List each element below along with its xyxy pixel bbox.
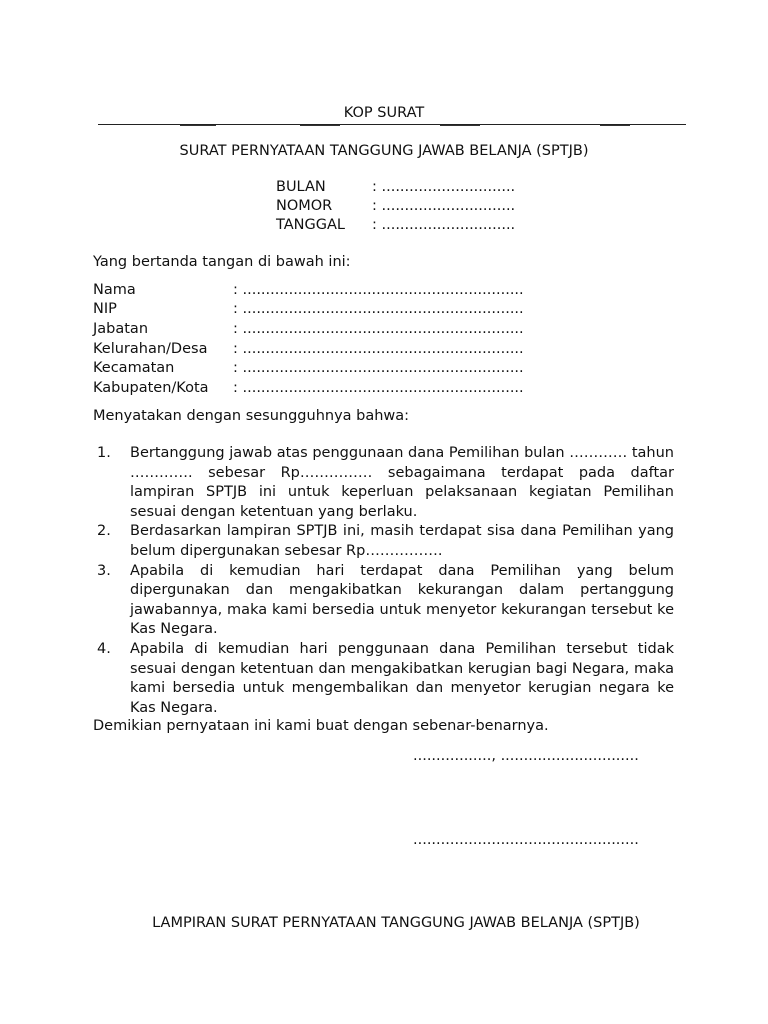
- field-label: Nama: [93, 282, 136, 298]
- letterhead-divider-accent: [440, 125, 480, 126]
- field-label: Kabupaten/Kota: [93, 380, 209, 396]
- list-item: [93, 522, 674, 561]
- letterhead-divider-accent: [600, 125, 630, 126]
- place-date-line: ................., ..............................: [413, 748, 639, 764]
- letterhead-divider-accent: [300, 125, 340, 126]
- list-text: Apabila di kemudian hari terdapat dana Pemilihan yang belum dipergunakan dan mengakibatkan kekurangan dalam pertanggung jawabannya, maka kami bersedia untuk menyetor kekurangan tersebut ke Kas Negara.: [130, 562, 674, 638]
- document-title: SURAT PERNYATAAN TANGGUNG JAWAB BELANJA (SPTJB): [179, 143, 589, 159]
- field-value: : .............................................................: [233, 321, 524, 337]
- signature-line: .................................................: [413, 832, 639, 848]
- meta-row-nomor: [276, 198, 515, 214]
- field-row-nama: [93, 282, 524, 298]
- intro-text: Yang bertanda tangan di bawah ini:: [93, 254, 351, 270]
- list-number: 3.: [97, 562, 111, 579]
- field-label: Jabatan: [93, 321, 149, 337]
- field-row-nip: [93, 301, 524, 317]
- list-text: Bertanggung jawab atas penggunaan dana Pemilihan bulan ………… tahun …………. sebesar Rp…………… sebagaimana terdapat pada daftar lampiran SPTJB ini untuk keperluan pelaksanaan kegiatan Pemilihan sesuai dengan ketentuan yang berlaku.: [130, 445, 674, 520]
- meta-label: BULAN: [276, 179, 326, 195]
- meta-row-tanggal: [276, 217, 515, 233]
- field-label: Kecamatan: [93, 360, 175, 376]
- list-text: Apabila di kemudian hari penggunaan dana Pemilihan tersebut tidak sesuai dengan ketentuan dan mengakibatkan kerugian bagi Negara, maka kami bersedia untuk mengembalikan dan menyetor kerugian negara ke Kas Negara.: [130, 640, 674, 716]
- list-number: 4.: [97, 640, 111, 657]
- closing-statement: Demikian pernyataan ini kami buat dengan sebenar-benarnya.: [93, 718, 549, 734]
- list-text: Berdasarkan lampiran SPTJB ini, masih terdapat sisa dana Pemilihan yang belum dipergunakan sebesar Rp…………….: [130, 523, 674, 559]
- statement-list: [93, 444, 674, 718]
- meta-value: : .............................: [372, 217, 516, 233]
- list-item: [93, 444, 674, 522]
- field-value: : .............................................................: [233, 282, 524, 298]
- meta-label: NOMOR: [276, 198, 333, 214]
- meta-value: : .............................: [372, 198, 516, 214]
- field-value: : .............................................................: [233, 380, 524, 396]
- field-row-jabatan: [93, 321, 524, 337]
- letterhead-divider-accent: [180, 125, 216, 126]
- field-value: : .............................................................: [233, 360, 524, 376]
- field-value: : .............................................................: [233, 301, 524, 317]
- field-row-kelurahan: [93, 341, 524, 357]
- list-item: [93, 562, 674, 640]
- field-label: Kelurahan/Desa: [93, 341, 208, 357]
- field-row-kecamatan: [93, 360, 524, 376]
- meta-value: : .............................: [372, 179, 516, 195]
- field-label: NIP: [93, 301, 117, 317]
- field-row-kabupaten: [93, 380, 524, 396]
- meta-label: TANGGAL: [276, 217, 345, 233]
- list-item: [93, 640, 674, 718]
- meta-row-bulan: [276, 179, 515, 195]
- field-value: : .............................................................: [233, 341, 524, 357]
- list-number: 2.: [97, 523, 111, 540]
- lampiran-title: LAMPIRAN SURAT PERNYATAAN TANGGUNG JAWAB BELANJA (SPTJB): [152, 915, 640, 931]
- kop-surat-heading: KOP SURAT: [343, 105, 425, 121]
- statement-intro: Menyatakan dengan sesungguhnya bahwa:: [93, 408, 410, 424]
- list-number: 1.: [97, 445, 111, 461]
